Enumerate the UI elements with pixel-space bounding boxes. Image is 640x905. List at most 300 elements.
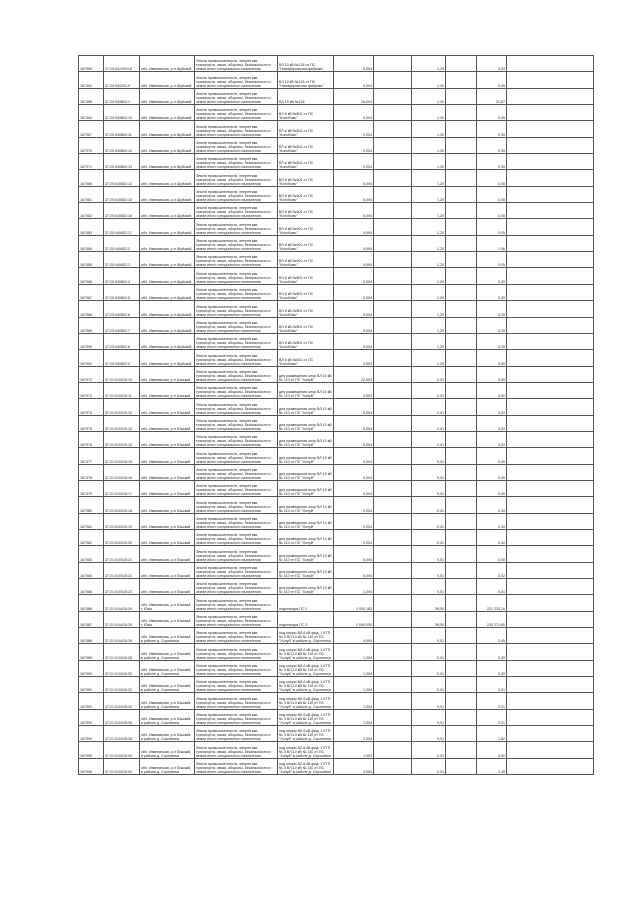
cell-rate: 0,01 (412, 464, 446, 480)
cell-empty (446, 415, 477, 431)
cell-area: 0,004 (334, 382, 374, 398)
cell-empty (374, 252, 412, 268)
cell-amount: 0,02 (477, 529, 507, 545)
cell-area: 0,004 (334, 252, 374, 268)
cell-record-id: 167083 (79, 219, 104, 235)
cell-cadastral-number: 37:21:010415:42 (104, 758, 140, 774)
cell-location: обл. Ивановская, р-н Южский (140, 382, 195, 398)
cell-record-id: 167085 (79, 252, 104, 268)
cell-cadastral-number: 37:20:040802:2 (104, 235, 140, 251)
cell-permitted-use: под опоры ВЛ-6 кВ фид. 1 КТП № 3 ВЛ-10 кВ № 110 от ПС "Холуй" в районе д. Сорочинка (278, 628, 334, 644)
cell-permitted-use: для размещения опор ВЛ 10 кВ № 110 от ПС "Холуй" (278, 480, 334, 496)
table-row (79, 203, 594, 219)
cell-cadastral-number: 37:21:010415:25 (104, 611, 140, 627)
cell-record-id: 167073 (79, 382, 104, 398)
cell-empty (507, 203, 594, 219)
cell-empty (374, 742, 412, 758)
table-row (79, 88, 594, 104)
cell-location: обл. Ивановская, р-н Южский, в районе д. Сорочинка (140, 742, 195, 758)
cell-rate: 0,01 (412, 758, 446, 774)
cell-location: обл. Ивановская, р-н Шуйский (140, 186, 195, 202)
cell-amount: 0,05 (477, 219, 507, 235)
cell-cadastral-number: 37:21:010415:20 (104, 529, 140, 545)
cell-area: 0,004 (334, 170, 374, 186)
cell-permitted-use: для размещения опор ВЛ 10 кВ № 110 от ПС "Холуй" (278, 513, 334, 529)
cell-record-id: 167095 (79, 742, 104, 758)
cell-location: обл. Ивановская, р-н Южский (140, 464, 195, 480)
cell-empty (374, 431, 412, 447)
cell-land-category: Земли промышленности, энергетики, транспорта, связи, обороны, безопасности и земли иного специального назначения (195, 415, 278, 431)
cell-empty (446, 709, 477, 725)
cell-location: обл. Ивановская, р-н Шуйский (140, 333, 195, 349)
cell-amount: 0,02 (477, 562, 507, 578)
table-row (79, 72, 594, 88)
cell-rate: 1,20 (412, 317, 446, 333)
cell-cadastral-number: 37:21:010415:19 (104, 513, 140, 529)
cell-location: обл. Ивановская, р-н Шуйский (140, 350, 195, 366)
cell-record-id: 167052 (79, 72, 104, 88)
cell-record-id: 167079 (79, 480, 104, 496)
cell-location: обл. Ивановская, р-н Шуйский (140, 72, 195, 88)
cell-rate: 1,20 (412, 252, 446, 268)
cell-permitted-use: ВЛ 6 кВ №601 от ПС "Колобово" (278, 105, 334, 121)
cell-rate: 0,01 (412, 709, 446, 725)
cell-land-category: Земли промышленности, энергетики, транспорта, связи, обороны, безопасности и земли иного специального назначения (195, 611, 278, 627)
cell-record-id: 167086 (79, 268, 104, 284)
cell-land-category: Земли промышленности, энергетики, транспорта, связи, обороны, безопасности и земли иного специального назначения (195, 497, 278, 513)
table-row (79, 366, 594, 382)
cell-empty (507, 252, 594, 268)
cell-cadastral-number: 37:20:040802:14 (104, 170, 140, 186)
cell-land-category: Земли промышленности, энергетики, транспорта, связи, обороны, безопасности и земли иного специального назначения (195, 317, 278, 333)
cell-record-id: 167058 (79, 88, 104, 104)
cell-rate: 1,20 (412, 268, 446, 284)
table-row (79, 105, 594, 121)
cell-amount: 0,05 (477, 252, 507, 268)
cell-empty (374, 693, 412, 709)
cell-location: обл. Ивановская, р-н Южский (140, 480, 195, 496)
cell-empty (374, 268, 412, 284)
cell-permitted-use: для размещения опор ВЛ 10 кВ № 110 от ПС "Холуй" (278, 546, 334, 562)
cell-land-category: Земли промышленности, энергетики, транспорта, связи, обороны, безопасности и земли иного специального назначения (195, 579, 278, 595)
cell-permitted-use: под опоры ВЛ-6 кВ фид. 1 КТП № 3 ВЛ-10 кВ № 110 от ПС "Холуй" в районе д. Сорочинка (278, 660, 334, 676)
cell-land-category: Земли промышленности, энергетики, транспорта, связи, обороны, безопасности и земли иного специального назначения (195, 137, 278, 153)
table-row (79, 546, 594, 562)
cell-record-id: 167071 (79, 154, 104, 170)
cell-empty (507, 186, 594, 202)
cell-empty (374, 170, 412, 186)
cell-record-id: 167080 (79, 170, 104, 186)
cell-record-id: 167090 (79, 660, 104, 676)
cell-rate: 0,01 (412, 693, 446, 709)
table-row (79, 284, 594, 300)
cell-permitted-use: для размещения опор ВЛ 10 кВ № 110 от ПС "Холуй" (278, 366, 334, 382)
cell-land-category: Земли промышленности, энергетики, транспорта, связи, обороны, безопасности и земли иного специального назначения (195, 513, 278, 529)
cell-land-category: Земли промышленности, энергетики, транспорта, связи, обороны, безопасности и земли иного специального назначения (195, 350, 278, 366)
cell-cadastral-number: 37:21:010415:26 (104, 628, 140, 644)
cell-land-category: Земли промышленности, энергетики, транспорта, связи, обороны, безопасности и земли иного специального назначения (195, 693, 278, 709)
cell-amount: 0,00 (477, 448, 507, 464)
cell-rate: 1,20 (412, 186, 446, 202)
cell-location: обл. Ивановская, р-н Шуйский (140, 301, 195, 317)
cell-empty (374, 56, 412, 72)
table-row (79, 579, 594, 595)
cell-permitted-use: подстанция ПС 1 (278, 595, 334, 611)
cell-empty (507, 333, 594, 349)
cell-cadastral-number: 37:20:040802:4 (104, 268, 140, 284)
cell-empty (446, 529, 477, 545)
cell-cadastral-number: 27:20:0422001:8 (104, 56, 140, 72)
cell-amount: 0,05 (477, 154, 507, 170)
cell-empty (374, 72, 412, 88)
cell-empty (507, 464, 594, 480)
cell-rate: 1,20 (412, 284, 446, 300)
cell-cadastral-number: 37:20:040802:10 (104, 105, 140, 121)
table-row (79, 235, 594, 251)
cell-area: 1,004 (334, 644, 374, 660)
cell-cadastral-number: 37:21:010415:22 (104, 562, 140, 578)
cell-permitted-use: ВЛ 10 кВ №126 от ПС "Никифоровская фабрика" (278, 56, 334, 72)
cell-cadastral-number: 37:21:010415:40 (104, 742, 140, 758)
cell-empty (374, 513, 412, 529)
cell-land-category: Земли промышленности, энергетики, транспорта, связи, обороны, безопасности и земли иного специального назначения (195, 431, 278, 447)
cell-rate: 0,01 (412, 726, 446, 742)
cell-empty (507, 235, 594, 251)
cell-land-category: Земли промышленности, энергетики, транспорта, связи, обороны, безопасности и земли иного специального назначения (195, 677, 278, 693)
cell-amount: 0,05 (477, 350, 507, 366)
cell-empty (507, 301, 594, 317)
cell-amount: 0,05 (477, 317, 507, 333)
cell-area: 0,004 (334, 105, 374, 121)
cell-record-id: 167067 (79, 121, 104, 137)
cell-empty (507, 137, 594, 153)
cell-area: 0,004 (334, 415, 374, 431)
cell-cadastral-number: 37:20:040802:1 (104, 88, 140, 104)
cell-land-category: Земли промышленности, энергетики, транспорта, связи, обороны, безопасности и земли иного специального назначения (195, 480, 278, 496)
cell-amount: 0,00 (477, 480, 507, 496)
cell-amount: 0,05 (477, 170, 507, 186)
cell-empty (507, 660, 594, 676)
cell-record-id: 167092 (79, 693, 104, 709)
cell-cadastral-number: 37:20:040802:7 (104, 317, 140, 333)
cell-empty (507, 562, 594, 578)
cell-land-category: Земли промышленности, энергетики, транспорта, связи, обороны, безопасности и земли иного специального назначения (195, 154, 278, 170)
cell-location: обл. Ивановская, р-н Шуйский (140, 137, 195, 153)
cell-empty (507, 611, 594, 627)
cell-area: 0,004 (334, 219, 374, 235)
cell-empty (374, 154, 412, 170)
cell-empty (507, 758, 594, 774)
cell-rate: 1,20 (412, 56, 446, 72)
cell-empty (446, 137, 477, 153)
cell-cadastral-number: 37:21:010415:10 (104, 366, 140, 382)
cell-land-category: Земли промышленности, энергетики, транспорта, связи, обороны, безопасности и земли иного специального назначения (195, 742, 278, 758)
cell-empty (507, 726, 594, 742)
cell-amount: 221 233,16 (477, 595, 507, 611)
cell-area: 1,004 (334, 742, 374, 758)
cell-land-category: Земли промышленности, энергетики, транспорта, связи, обороны, безопасности и земли иного специального назначения (195, 72, 278, 88)
cell-record-id: 167083 (79, 546, 104, 562)
cell-empty (446, 219, 477, 235)
cell-empty (374, 677, 412, 693)
cell-location: обл. Ивановская, р-н Шуйский (140, 284, 195, 300)
cell-permitted-use: под опоры ВЛ-6 кВ фид. 1 КТП № 3 ВЛ-10 кВ № 110 от ПС "Холуй" в районе д. Сорочинка (278, 726, 334, 742)
table-row (79, 464, 594, 480)
cell-cadastral-number: 37:20:040802:13 (104, 154, 140, 170)
cell-area: 2,004 (334, 726, 374, 742)
cell-area: 22,004 (334, 366, 374, 382)
cell-land-category: Земли промышленности, энергетики, транспорта, связи, обороны, безопасности и земли иного специального назначения (195, 709, 278, 725)
cell-amount: 0,00 (477, 464, 507, 480)
table-row (79, 611, 594, 627)
cell-record-id: 167089 (79, 644, 104, 660)
cell-cadastral-number: 37:20:040802:17 (104, 219, 140, 235)
cell-land-category: Земли промышленности, энергетики, транспорта, связи, обороны, безопасности и земли иного специального назначения (195, 366, 278, 382)
cell-empty (446, 252, 477, 268)
cell-empty (446, 154, 477, 170)
cell-empty (507, 154, 594, 170)
cell-location: обл. Ивановская, р-н Шуйский (140, 219, 195, 235)
cell-record-id: 167074 (79, 399, 104, 415)
table-row (79, 317, 594, 333)
cell-empty (446, 431, 477, 447)
cell-area: 1,004 (334, 660, 374, 676)
cell-area: 1,004 (334, 709, 374, 725)
cell-permitted-use: ВЛ 10 кВ №126 (278, 88, 334, 104)
cell-cadastral-number: 37:20:040802:15 (104, 186, 140, 202)
cell-permitted-use: ВЛ 6 кВ №601 от ПС "Колобово" (278, 252, 334, 268)
cell-record-id: 167090 (79, 333, 104, 349)
cell-empty (374, 611, 412, 627)
cell-empty (446, 497, 477, 513)
cell-permitted-use: ВЛ 6 кВ №601 от ПС "Колобово" (278, 317, 334, 333)
table-row (79, 170, 594, 186)
cell-empty (507, 513, 594, 529)
cell-cadastral-number: 37:20:040802:12 (104, 137, 140, 153)
cell-empty (374, 644, 412, 660)
cell-empty (374, 480, 412, 496)
cell-amount: 0,00 (477, 399, 507, 415)
cell-rate: 1,20 (412, 137, 446, 153)
cell-empty (374, 464, 412, 480)
cell-cadastral-number: 37:21:010415:18 (104, 497, 140, 513)
cell-empty (374, 137, 412, 153)
cell-permitted-use: под опоры ВЛ-6 кВ фид. 1 КТП № 3 ВЛ-10 кВ № 110 от ПС "Холуй" в районе д. Сорочинка (278, 677, 334, 693)
table-row (79, 709, 594, 725)
cell-empty (507, 480, 594, 496)
cell-permitted-use: для размещения опор ВЛ 10 кВ № 110 от ПС "Холуй" (278, 497, 334, 513)
cell-empty (374, 219, 412, 235)
cell-record-id: 167075 (79, 415, 104, 431)
cell-record-id: 167096 (79, 758, 104, 774)
table-row (79, 726, 594, 742)
cell-permitted-use: под опоры ВЛ-6 кВ фид. 1 КТП № 3 ВЛ-10 кВ № 110 от ПС "Холуй" в районе д. Сорочинка (278, 693, 334, 709)
cell-land-category: Земли промышленности, энергетики, транспорта, связи, обороны, безопасности и земли иного специального назначения (195, 170, 278, 186)
cell-amount: 0,00 (477, 644, 507, 660)
cell-amount: 0,00 (477, 742, 507, 758)
cell-amount: 1,62 (477, 726, 507, 742)
cell-land-category: Земли промышленности, энергетики, транспорта, связи, обороны, безопасности и земли иного специального назначения (195, 382, 278, 398)
table-row (79, 677, 594, 693)
cell-land-category: Земли промышленности, энергетики, транспорта, связи, обороны, безопасности и земли иного специального назначения (195, 529, 278, 545)
cell-permitted-use: для размещения опор ВЛ 10 кВ № 110 от ПС "Холуй" (278, 382, 334, 398)
cell-rate: 0,01 (412, 546, 446, 562)
cell-empty (446, 726, 477, 742)
cell-rate: 0,01 (412, 382, 446, 398)
cell-empty (507, 72, 594, 88)
cell-amount: 1,06 (477, 235, 507, 251)
cell-permitted-use: ВЛ 6 кВ №601 от ПС "Колобово" (278, 203, 334, 219)
cell-amount: 0,01 (477, 693, 507, 709)
cell-empty (374, 301, 412, 317)
cell-rate: 1,20 (412, 72, 446, 88)
cell-empty (446, 480, 477, 496)
cell-record-id: 167084 (79, 235, 104, 251)
cell-location: обл. Ивановская, р-н Южский (140, 546, 195, 562)
cell-empty (507, 268, 594, 284)
cell-cadastral-number: 37:21:010415:32 (104, 677, 140, 693)
cell-empty (507, 529, 594, 545)
cell-rate: 0,01 (412, 480, 446, 496)
cell-amount: 0,05 (477, 301, 507, 317)
cell-empty (507, 88, 594, 104)
cell-rate: 0,01 (412, 742, 446, 758)
cell-area: 0,004 (334, 203, 374, 219)
cell-area: 0,004 (334, 121, 374, 137)
cell-area: 16,004 (334, 88, 374, 104)
cell-empty (446, 399, 477, 415)
cell-empty (374, 186, 412, 202)
cell-record-id: 167078 (79, 464, 104, 480)
cell-record-id: 167072 (79, 366, 104, 382)
cell-permitted-use: ВЛ 6 кВ №601 от ПС "Колобово" (278, 219, 334, 235)
cell-rate: 1,20 (412, 219, 446, 235)
cell-rate: 0,01 (412, 529, 446, 545)
cell-amount: 21,67 (477, 88, 507, 104)
cell-permitted-use: подстанция ПС 2 (278, 611, 334, 627)
cell-cadastral-number: 37:21:010415:28 (104, 644, 140, 660)
cell-amount: 0,01 (477, 709, 507, 725)
cell-empty (374, 284, 412, 300)
cell-rate: 0,01 (412, 579, 446, 595)
cell-area: 0,004 (334, 529, 374, 545)
table-row (79, 154, 594, 170)
table-row (79, 758, 594, 774)
cell-amount: 0,00 (477, 546, 507, 562)
cell-empty (507, 105, 594, 121)
cell-location: обл. Ивановская, р-н Шуйский (140, 88, 195, 104)
table-row (79, 431, 594, 447)
table-row (79, 399, 594, 415)
cell-permitted-use: для размещения опор ВЛ 10 кВ № 110 от ПС "Холуй" (278, 399, 334, 415)
cell-empty (446, 464, 477, 480)
cell-empty (374, 382, 412, 398)
cell-empty (446, 448, 477, 464)
cell-empty (446, 121, 477, 137)
cell-empty (446, 758, 477, 774)
cell-area: 0,004 (334, 317, 374, 333)
cell-empty (374, 660, 412, 676)
cell-area: 4,004 (334, 758, 374, 774)
cell-area: 0,004 (334, 464, 374, 480)
cell-area: 0,004 (334, 480, 374, 496)
cell-amount: 230 271,60 (477, 611, 507, 627)
cell-empty (446, 317, 477, 333)
cell-permitted-use: для размещения опор ВЛ 10 кВ № 110 от ПС "Холуй" (278, 415, 334, 431)
cell-amount: 0,01 (477, 677, 507, 693)
cell-empty (446, 562, 477, 578)
cell-cadastral-number: 37:21:010415:36 (104, 709, 140, 725)
cell-permitted-use: ВЛ 6 кВ №601 от ПС "Колобово" (278, 235, 334, 251)
cell-area: 0,004 (334, 154, 374, 170)
cell-record-id: 167094 (79, 726, 104, 742)
cell-rate: 1,20 (412, 121, 446, 137)
cell-empty (374, 529, 412, 545)
cell-empty (446, 350, 477, 366)
cell-amount: 0,00 (477, 415, 507, 431)
cell-area: 0,004 (334, 513, 374, 529)
cell-area: 1,004 (334, 693, 374, 709)
table-row (79, 268, 594, 284)
cell-permitted-use: для размещения опор ВЛ 10 кВ № 110 от ПС "Холуй" (278, 464, 334, 480)
cell-empty (446, 595, 477, 611)
cell-location: обл. Ивановская, р-н Южский, в районе д. Сорочинка (140, 628, 195, 644)
cell-cadastral-number: 37:20:040802:5 (104, 284, 140, 300)
table-row (79, 513, 594, 529)
cell-rate: 1,20 (412, 170, 446, 186)
cell-land-category: Земли промышленности, энергетики, транспорта, связи, обороны, безопасности и земли иного специального назначения (195, 546, 278, 562)
cell-empty (507, 579, 594, 595)
cell-permitted-use: ВЛ 6 кВ №601 от ПС "Колобово" (278, 154, 334, 170)
cell-location: обл. Ивановская, р-н Южский (140, 579, 195, 595)
cell-permitted-use: ВЛ 6 кВ №601 от ПС "Колобово" (278, 170, 334, 186)
cell-cadastral-number: 37:21:010415:12 (104, 399, 140, 415)
cell-cadastral-number: 37:21:010415:23 (104, 579, 140, 595)
cell-permitted-use: под опоры ВЛ-6 кВ фид. 1 КТП № 3 ВЛ-10 кВ № 110 от ПС "Холуй" в районе д. Сорочинка (278, 742, 334, 758)
cell-record-id: 167076 (79, 431, 104, 447)
cell-record-id: 167050 (79, 56, 104, 72)
cell-record-id: 167086 (79, 595, 104, 611)
cell-rate: 1,20 (412, 88, 446, 104)
cell-rate: 1,20 (412, 350, 446, 366)
table-row (79, 529, 594, 545)
cell-location: обл. Ивановская, р-н Шуйский (140, 154, 195, 170)
cell-record-id: 167089 (79, 317, 104, 333)
cell-location: обл. Ивановская, р-н Южский (140, 366, 195, 382)
cell-empty (507, 317, 594, 333)
cell-empty (446, 56, 477, 72)
cell-land-category: Земли промышленности, энергетики, транспорта, связи, обороны, безопасности и земли иного специального назначения (195, 121, 278, 137)
cell-land-category: Земли промышленности, энергетики, транспорта, связи, обороны, безопасности и земли иного специального назначения (195, 399, 278, 415)
table-row (79, 333, 594, 349)
table-row (79, 480, 594, 496)
cell-cadastral-number: 37:21:010415:14 (104, 431, 140, 447)
cell-permitted-use: под опоры ВЛ-6 кВ фид. 1 КТП № 3 ВЛ-10 кВ № 110 от ПС "Холуй" в районе д. Сорочинка (278, 644, 334, 660)
cell-cadastral-number: 37:21:010415:24 (104, 595, 140, 611)
cell-empty (507, 431, 594, 447)
cell-rate: 0,01 (412, 415, 446, 431)
cell-location: обл. Ивановская, р-н Южский, в районе д. Сорочинка (140, 693, 195, 709)
cell-empty (374, 595, 412, 611)
table-row (79, 252, 594, 268)
table-row (79, 301, 594, 317)
cell-location: обл. Ивановская, р-н Южский (140, 497, 195, 513)
cell-empty (507, 121, 594, 137)
cell-cadastral-number: 37:20:040802:6 (104, 301, 140, 317)
cell-permitted-use: ВЛ 6 кВ №601 от ПС "Колобово" (278, 186, 334, 202)
cell-record-id: 167084 (79, 562, 104, 578)
table-row (79, 350, 594, 366)
